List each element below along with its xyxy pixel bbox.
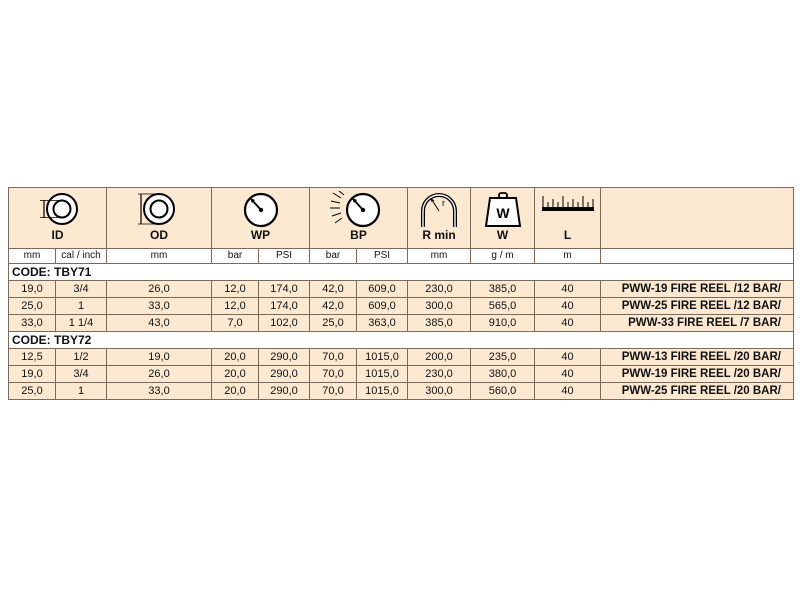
weight-icon <box>479 191 527 229</box>
rmin-label: R min <box>422 228 456 242</box>
cell-weight: 380,0 <box>471 366 535 383</box>
id-label: ID <box>51 228 64 242</box>
cell-product-name: PWW-33 FIRE REEL /7 BAR/ <box>601 315 794 332</box>
bp-header-cell <box>310 188 408 249</box>
cell-id-mm: 19,0 <box>9 281 56 298</box>
cell-od: 33,0 <box>107 298 212 315</box>
cell-od: 33,0 <box>107 383 212 400</box>
unit-bp-bar: bar <box>310 249 357 264</box>
cell-length: 40 <box>535 366 601 383</box>
cell-wp-bar: 20,0 <box>212 383 259 400</box>
cell-bp-bar: 70,0 <box>310 366 357 383</box>
name-header-cell <box>601 188 794 249</box>
cell-bp-psi: 363,0 <box>357 315 408 332</box>
cell-wp-bar: 20,0 <box>212 349 259 366</box>
cell-wp-bar: 20,0 <box>212 366 259 383</box>
inner-diameter-icon <box>34 191 82 229</box>
cell-wp-psi: 290,0 <box>259 349 310 366</box>
cell-od: 43,0 <box>107 315 212 332</box>
cell-weight: 560,0 <box>471 383 535 400</box>
table-row <box>9 366 794 383</box>
wp-label: WP <box>250 228 271 242</box>
cell-od: 26,0 <box>107 281 212 298</box>
pressure-gauge-icon <box>237 191 285 229</box>
unit-wp-psi: PSI <box>259 249 310 264</box>
cell-bp-bar: 70,0 <box>310 383 357 400</box>
cell-weight: 385,0 <box>471 281 535 298</box>
cell-rmin: 300,0 <box>408 298 471 315</box>
cell-id-mm: 25,0 <box>9 383 56 400</box>
cell-product-name: PWW-25 FIRE REEL /12 BAR/ <box>601 298 794 315</box>
cell-weight: 235,0 <box>471 349 535 366</box>
table-row <box>9 315 794 332</box>
cell-id-inch: 1 <box>56 298 107 315</box>
l-header-cell <box>535 188 601 249</box>
cell-wp-psi: 102,0 <box>259 315 310 332</box>
cell-bp-psi: 1015,0 <box>357 349 408 366</box>
cell-bp-psi: 1015,0 <box>357 366 408 383</box>
cell-bp-bar: 42,0 <box>310 298 357 315</box>
cell-id-inch: 1 <box>56 383 107 400</box>
weight-letter: W <box>495 205 510 221</box>
cell-bp-psi: 609,0 <box>357 281 408 298</box>
cell-wp-psi: 174,0 <box>259 298 310 315</box>
cell-id-mm: 25,0 <box>9 298 56 315</box>
cell-wp-bar: 7,0 <box>212 315 259 332</box>
cell-wp-psi: 290,0 <box>259 383 310 400</box>
cell-wp-bar: 12,0 <box>212 298 259 315</box>
cell-product-name: PWW-25 FIRE REEL /20 BAR/ <box>601 383 794 400</box>
cell-length: 40 <box>535 298 601 315</box>
unit-id-mm: mm <box>9 249 56 264</box>
cell-product-name: PWW-13 FIRE REEL /20 BAR/ <box>601 349 794 366</box>
bp-label: BP <box>350 228 367 242</box>
radius-letter: r <box>442 198 445 208</box>
table-row <box>9 298 794 315</box>
cell-bp-bar: 42,0 <box>310 281 357 298</box>
od-label: OD <box>150 228 168 242</box>
cell-rmin: 300,0 <box>408 383 471 400</box>
unit-od: mm <box>107 249 212 264</box>
unit-empty <box>601 249 794 264</box>
cell-bp-psi: 1015,0 <box>357 383 408 400</box>
cell-product-name: PWW-19 FIRE REEL /12 BAR/ <box>601 281 794 298</box>
cell-wp-psi: 174,0 <box>259 281 310 298</box>
cell-bp-psi: 609,0 <box>357 298 408 315</box>
cell-weight: 910,0 <box>471 315 535 332</box>
od-header-cell <box>107 188 212 249</box>
bend-radius-icon <box>415 191 463 229</box>
code-row <box>9 332 794 349</box>
cell-bp-bar: 25,0 <box>310 315 357 332</box>
rmin-header-cell <box>408 188 471 249</box>
cell-id-mm: 19,0 <box>9 366 56 383</box>
hose-spec-table <box>8 187 794 400</box>
burst-pressure-icon <box>329 191 389 229</box>
cell-od: 19,0 <box>107 349 212 366</box>
cell-id-inch: 1/2 <box>56 349 107 366</box>
cell-weight: 565,0 <box>471 298 535 315</box>
cell-length: 40 <box>535 281 601 298</box>
l-label: L <box>563 228 572 242</box>
cell-product-name: PWW-19 FIRE REEL /20 BAR/ <box>601 366 794 383</box>
id-header-cell <box>9 188 107 249</box>
cell-id-mm: 12,5 <box>9 349 56 366</box>
code-row <box>9 264 794 281</box>
cell-id-inch: 1 1/4 <box>56 315 107 332</box>
cell-id-mm: 33,0 <box>9 315 56 332</box>
product-code: CODE: TBY71 <box>9 264 794 281</box>
table-row <box>9 349 794 366</box>
table-row <box>9 383 794 400</box>
cell-rmin: 200,0 <box>408 349 471 366</box>
cell-id-inch: 3/4 <box>56 366 107 383</box>
outer-diameter-icon <box>135 191 183 229</box>
cell-length: 40 <box>535 349 601 366</box>
cell-rmin: 230,0 <box>408 366 471 383</box>
unit-bp-psi: PSI <box>357 249 408 264</box>
cell-wp-bar: 12,0 <box>212 281 259 298</box>
unit-l: m <box>535 249 601 264</box>
unit-rmin: mm <box>408 249 471 264</box>
w-label: W <box>496 228 509 242</box>
unit-w: g / m <box>471 249 535 264</box>
cell-wp-psi: 290,0 <box>259 366 310 383</box>
icon-header-row <box>9 188 794 249</box>
table-row <box>9 281 794 298</box>
product-code: CODE: TBY72 <box>9 332 794 349</box>
wp-header-cell <box>212 188 310 249</box>
cell-rmin: 230,0 <box>408 281 471 298</box>
unit-wp-bar: bar <box>212 249 259 264</box>
cell-od: 26,0 <box>107 366 212 383</box>
w-header-cell <box>471 188 535 249</box>
cell-rmin: 385,0 <box>408 315 471 332</box>
cell-length: 40 <box>535 383 601 400</box>
cell-length: 40 <box>535 315 601 332</box>
cell-id-inch: 3/4 <box>56 281 107 298</box>
unit-id-inch: cal / inch <box>56 249 107 264</box>
cell-bp-bar: 70,0 <box>310 349 357 366</box>
length-ruler-icon <box>540 191 596 229</box>
units-row <box>9 249 794 264</box>
